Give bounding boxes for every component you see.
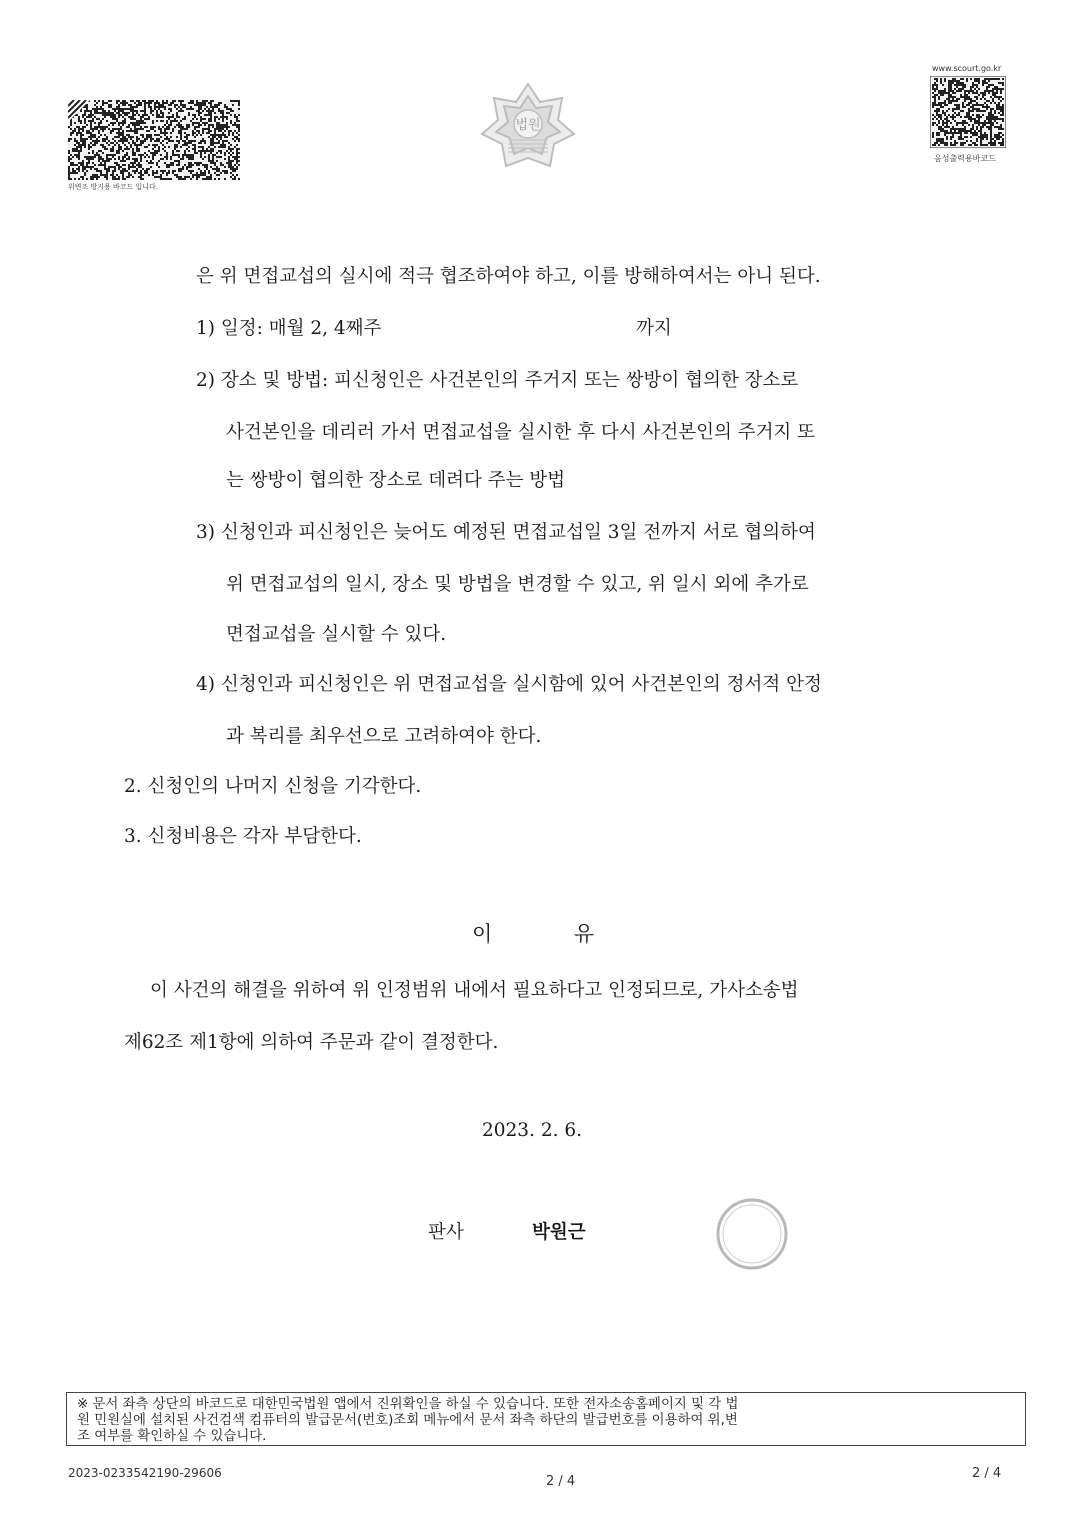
- dismiss-line: 2. 신청인의 나머지 신청을 기각한다.: [124, 776, 422, 797]
- issue-number: 2023-0233542190-29606: [68, 1466, 222, 1480]
- change-line-1: 3) 신청인과 피신청인은 늦어도 예정된 면접교섭일 3일 전까지 서로 협의하여: [196, 522, 816, 543]
- reason-heading: [472, 918, 594, 948]
- anti-forgery-barcode: [68, 100, 240, 180]
- judge-seal-icon: [714, 1196, 790, 1272]
- place-method-line-3: 는 쌍방이 협의한 장소로 데려다 주는 방법: [226, 470, 566, 491]
- place-method-line-2: 사건본인을 데리러 가서 면접교섭을 실시한 후 다시 사건본인의 주거지 또: [226, 422, 816, 443]
- barcode-caption: 위변조 방지용 바코드 입니다.: [68, 183, 159, 191]
- welfare-line-2: 과 복리를 최우선으로 고려하여야 한다.: [226, 726, 542, 747]
- reason-heading-char-2: 유: [573, 922, 594, 946]
- notice-line-3: 조 여부를 확인하실 수 있습니다.: [77, 1429, 267, 1444]
- body-line-1: 은 위 면접교섭의 실시에 적극 협조하여야 하고, 이를 방해하여서는 아니 된다.: [196, 266, 821, 287]
- place-method-line-1: 2) 장소 및 방법: 피신청인은 사건본인의 주거지 또는 쌍방이 협의한 장소로: [196, 370, 799, 391]
- reason-heading-char-1: 이: [472, 922, 493, 946]
- schedule-line: 1) 일정: 매월 2, 4째주: [196, 318, 382, 339]
- reason-line-2: 제62조 제1항에 의하여 주문과 같이 결정한다.: [124, 1032, 499, 1053]
- welfare-line-1: 4) 신청인과 피신청인은 위 면접교섭을 실시함에 있어 사건본인의 정서적 안정: [196, 674, 822, 695]
- schedule-until: 까지: [636, 318, 672, 339]
- court-url: www.scourt.go.kr: [932, 64, 1002, 73]
- reason-line-1: 이 사건의 해결을 위하여 위 인정범위 내에서 필요하다고 인정되므로, 가사소송법: [150, 980, 799, 1001]
- qr-caption: 음성출력용바코드: [934, 154, 996, 163]
- judge-label: 판사: [428, 1222, 464, 1243]
- change-line-3: 면접교섭을 실시할 수 있다.: [226, 624, 447, 645]
- page-number-center: 2 / 4: [546, 1474, 576, 1489]
- change-line-2: 위 면접교섭의 일시, 장소 및 방법을 변경할 수 있고, 위 일시 외에 추가로: [226, 574, 809, 595]
- cost-line: 3. 신청비용은 각자 부담한다.: [124, 826, 362, 847]
- notice-line-2: 원 민원실에 설치된 사건검색 컴퓨터의 발급문서(번호)조회 메뉴에서 문서 좌측 하단의 발급번호를 이용하여 위,변: [77, 1413, 738, 1428]
- page-number-right: 2 / 4: [972, 1466, 1002, 1481]
- judge-name: 박원근: [532, 1222, 586, 1243]
- notice-line-1: ※ 문서 좌측 상단의 바코드로 대한민국법원 앱에서 진위확인을 하실 수 있습니다. 또한 전자소송홈페이지 및 각 법: [77, 1397, 739, 1412]
- emblem-text: 법원: [515, 118, 541, 133]
- court-emblem-icon: [478, 80, 578, 176]
- voice-output-barcode: [930, 76, 1006, 148]
- verification-notice: [66, 1392, 1026, 1446]
- decision-date: 2023. 2. 6.: [482, 1120, 583, 1141]
